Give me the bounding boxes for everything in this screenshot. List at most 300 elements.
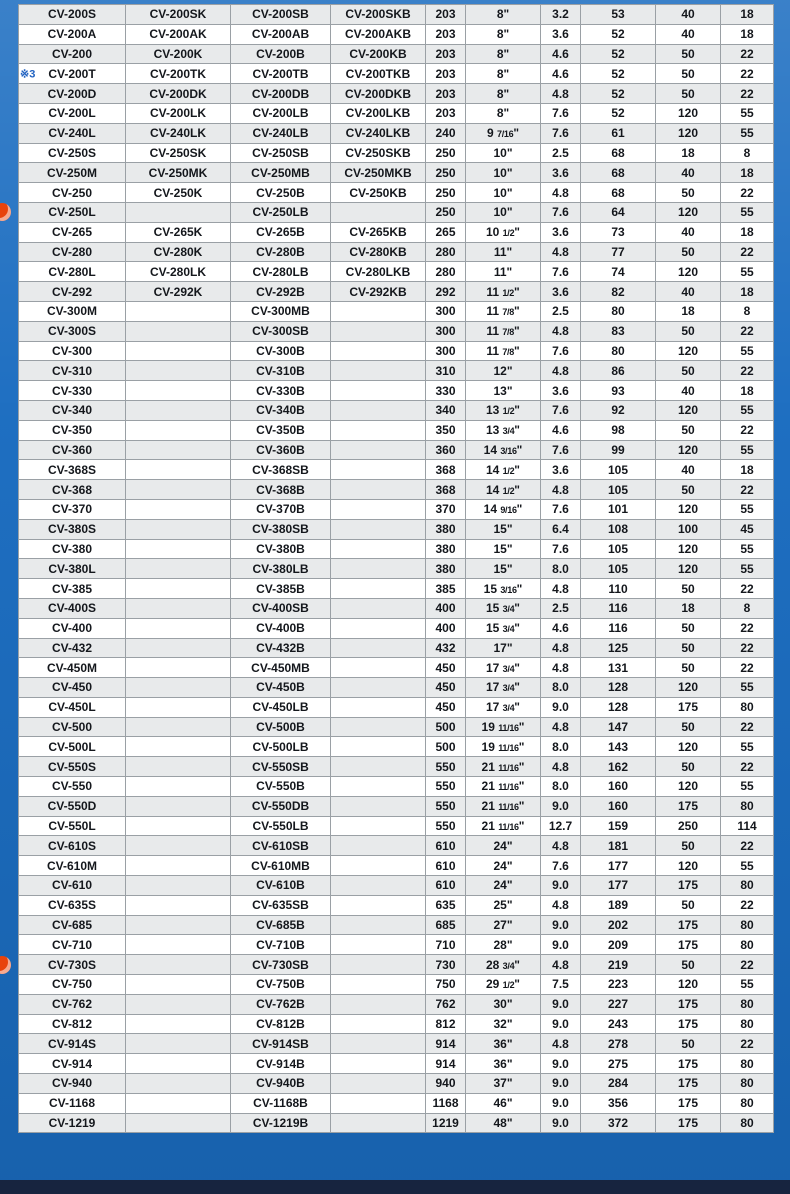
cell-thickness: 4.8 bbox=[541, 84, 581, 104]
cell-model-b: CV-280LB bbox=[231, 262, 331, 282]
cell-model: CV-380S bbox=[19, 519, 126, 539]
cell-model-k bbox=[126, 460, 231, 480]
cell-value-c: 22 bbox=[721, 44, 774, 64]
cell-value-a: 159 bbox=[581, 816, 656, 836]
cell-value-a: 74 bbox=[581, 262, 656, 282]
cell-model: CV-812 bbox=[19, 1014, 126, 1034]
cell-model-k bbox=[126, 876, 231, 896]
cell-model-k bbox=[126, 341, 231, 361]
cell-model: CV-400 bbox=[19, 618, 126, 638]
cell-size-mm: 340 bbox=[426, 400, 466, 420]
cell-value-b: 50 bbox=[656, 638, 721, 658]
table-row bbox=[19, 856, 774, 876]
cell-thickness: 9.0 bbox=[541, 1093, 581, 1113]
cell-value-a: 52 bbox=[581, 103, 656, 123]
cell-model-k bbox=[126, 697, 231, 717]
table-row bbox=[19, 282, 774, 302]
cell-thickness: 7.6 bbox=[541, 103, 581, 123]
cell-thickness: 4.8 bbox=[541, 955, 581, 975]
cell-value-a: 181 bbox=[581, 836, 656, 856]
table-row bbox=[19, 5, 774, 25]
cell-value-a: 86 bbox=[581, 361, 656, 381]
cell-thickness: 4.8 bbox=[541, 757, 581, 777]
cell-thickness: 3.6 bbox=[541, 282, 581, 302]
cell-thickness: 9.0 bbox=[541, 1014, 581, 1034]
cell-value-c: 18 bbox=[721, 460, 774, 480]
cell-size-mm: 203 bbox=[426, 24, 466, 44]
cell-size-mm: 812 bbox=[426, 1014, 466, 1034]
cell-size-mm: 685 bbox=[426, 915, 466, 935]
cell-model-k bbox=[126, 1054, 231, 1074]
cell-size-inch: 17" bbox=[466, 638, 541, 658]
cell-model-b: CV-368B bbox=[231, 480, 331, 500]
cell-value-a: 64 bbox=[581, 202, 656, 222]
cell-thickness: 4.8 bbox=[541, 638, 581, 658]
cell-model-b: CV-265B bbox=[231, 222, 331, 242]
cell-value-b: 50 bbox=[656, 361, 721, 381]
cell-model-b: CV-940B bbox=[231, 1074, 331, 1094]
cell-model-kb bbox=[331, 1014, 426, 1034]
cell-size-mm: 203 bbox=[426, 64, 466, 84]
cell-model-k bbox=[126, 321, 231, 341]
cell-value-b: 50 bbox=[656, 321, 721, 341]
cell-size-inch: 12" bbox=[466, 361, 541, 381]
cell-thickness: 7.6 bbox=[541, 341, 581, 361]
cell-value-b: 40 bbox=[656, 460, 721, 480]
cell-model: CV-500 bbox=[19, 717, 126, 737]
cell-value-a: 53 bbox=[581, 5, 656, 25]
cell-value-a: 219 bbox=[581, 955, 656, 975]
cell-value-b: 40 bbox=[656, 24, 721, 44]
cell-model-k bbox=[126, 1074, 231, 1094]
cell-value-b: 120 bbox=[656, 777, 721, 797]
attention-badge-icon bbox=[0, 956, 11, 974]
cell-thickness: 4.8 bbox=[541, 579, 581, 599]
cell-model-kb bbox=[331, 499, 426, 519]
cell-model-b: CV-280B bbox=[231, 242, 331, 262]
cell-model-k bbox=[126, 539, 231, 559]
cell-size-inch: 29 1/2" bbox=[466, 975, 541, 995]
cell-model-k bbox=[126, 1113, 231, 1133]
cell-size-inch: 8" bbox=[466, 64, 541, 84]
cell-model: CV-300S bbox=[19, 321, 126, 341]
inch-fraction: 11/16 bbox=[498, 822, 519, 833]
cell-value-c: 55 bbox=[721, 341, 774, 361]
cell-model-kb bbox=[331, 1074, 426, 1094]
cell-size-mm: 292 bbox=[426, 282, 466, 302]
cell-model-kb bbox=[331, 440, 426, 460]
table-row bbox=[19, 895, 774, 915]
cell-model: CV-368 bbox=[19, 480, 126, 500]
cell-value-b: 120 bbox=[656, 499, 721, 519]
cell-model-kb: CV-250MKB bbox=[331, 163, 426, 183]
cell-value-b: 120 bbox=[656, 123, 721, 143]
cell-thickness: 2.5 bbox=[541, 598, 581, 618]
cell-thickness: 3.2 bbox=[541, 5, 581, 25]
cell-model-b: CV-240LB bbox=[231, 123, 331, 143]
cell-value-a: 68 bbox=[581, 163, 656, 183]
cell-model-kb bbox=[331, 420, 426, 440]
cell-size-mm: 350 bbox=[426, 420, 466, 440]
cell-value-c: 55 bbox=[721, 539, 774, 559]
cell-thickness: 2.5 bbox=[541, 143, 581, 163]
cell-thickness: 4.6 bbox=[541, 64, 581, 84]
cell-model-k: CV-250MK bbox=[126, 163, 231, 183]
cell-model-kb bbox=[331, 717, 426, 737]
cell-model: CV-610 bbox=[19, 876, 126, 896]
cell-value-c: 22 bbox=[721, 895, 774, 915]
cell-size-mm: 250 bbox=[426, 183, 466, 203]
cell-model-k bbox=[126, 638, 231, 658]
cell-size-mm: 432 bbox=[426, 638, 466, 658]
cell-model: CV-550L bbox=[19, 816, 126, 836]
cell-model-kb bbox=[331, 737, 426, 757]
cell-value-c: 55 bbox=[721, 123, 774, 143]
cell-model: CV-200 bbox=[19, 44, 126, 64]
cell-model-b: CV-368SB bbox=[231, 460, 331, 480]
cell-value-c: 55 bbox=[721, 262, 774, 282]
inch-fraction: 11/16 bbox=[498, 782, 519, 793]
cell-size-inch: 46" bbox=[466, 1093, 541, 1113]
cell-model-kb bbox=[331, 994, 426, 1014]
cell-value-b: 50 bbox=[656, 183, 721, 203]
cell-value-a: 92 bbox=[581, 400, 656, 420]
cell-size-mm: 500 bbox=[426, 717, 466, 737]
cell-value-b: 18 bbox=[656, 143, 721, 163]
table-row bbox=[19, 598, 774, 618]
cell-model-kb: CV-280LKB bbox=[331, 262, 426, 282]
cell-size-inch: 10" bbox=[466, 143, 541, 163]
cell-value-b: 120 bbox=[656, 539, 721, 559]
inch-fraction: 3/4 bbox=[502, 960, 515, 971]
cell-value-c: 22 bbox=[721, 64, 774, 84]
cell-value-c: 80 bbox=[721, 935, 774, 955]
table-row bbox=[19, 222, 774, 242]
cell-model-b: CV-310B bbox=[231, 361, 331, 381]
cell-value-a: 98 bbox=[581, 420, 656, 440]
cell-model-kb bbox=[331, 777, 426, 797]
cell-model: CV-200T ※3 bbox=[19, 64, 126, 84]
cell-model-k bbox=[126, 975, 231, 995]
cell-value-a: 162 bbox=[581, 757, 656, 777]
cell-model-kb bbox=[331, 856, 426, 876]
cell-model: CV-550S bbox=[19, 757, 126, 777]
cell-size-inch: 13 1/2" bbox=[466, 400, 541, 420]
inch-fraction: 7/16 bbox=[496, 129, 514, 140]
cell-model-kb: CV-250KB bbox=[331, 183, 426, 203]
cell-value-b: 50 bbox=[656, 618, 721, 638]
table-row bbox=[19, 757, 774, 777]
cell-size-inch: 24" bbox=[466, 876, 541, 896]
cell-model: CV-265 bbox=[19, 222, 126, 242]
inch-fraction: 7/8 bbox=[502, 346, 514, 357]
cell-model-kb: CV-200KB bbox=[331, 44, 426, 64]
table-row bbox=[19, 143, 774, 163]
inch-fraction: 11/16 bbox=[498, 802, 519, 813]
cell-value-b: 175 bbox=[656, 935, 721, 955]
cell-value-a: 61 bbox=[581, 123, 656, 143]
cell-thickness: 3.6 bbox=[541, 381, 581, 401]
cell-value-c: 55 bbox=[721, 737, 774, 757]
cell-model: CV-762 bbox=[19, 994, 126, 1014]
cell-value-c: 22 bbox=[721, 638, 774, 658]
inch-fraction: 11/16 bbox=[498, 723, 519, 734]
cell-value-b: 175 bbox=[656, 876, 721, 896]
table-row bbox=[19, 242, 774, 262]
cell-value-a: 189 bbox=[581, 895, 656, 915]
cell-value-b: 120 bbox=[656, 440, 721, 460]
cell-model-kb bbox=[331, 202, 426, 222]
cell-size-inch: 13" bbox=[466, 381, 541, 401]
cell-size-mm: 380 bbox=[426, 559, 466, 579]
cell-size-inch: 8" bbox=[466, 24, 541, 44]
cell-size-mm: 1219 bbox=[426, 1113, 466, 1133]
table-row bbox=[19, 559, 774, 579]
cell-model-b: CV-450B bbox=[231, 678, 331, 698]
cell-model-b: CV-1219B bbox=[231, 1113, 331, 1133]
cell-model: CV-550 bbox=[19, 777, 126, 797]
cell-model-b: CV-550B bbox=[231, 777, 331, 797]
table-row bbox=[19, 24, 774, 44]
cell-model-b: CV-300SB bbox=[231, 321, 331, 341]
table-row bbox=[19, 836, 774, 856]
table-row bbox=[19, 361, 774, 381]
cell-model-kb: CV-200DKB bbox=[331, 84, 426, 104]
cell-size-inch: 21 11/16" bbox=[466, 816, 541, 836]
cell-value-a: 77 bbox=[581, 242, 656, 262]
cell-model-b: CV-914SB bbox=[231, 1034, 331, 1054]
cell-model: CV-310 bbox=[19, 361, 126, 381]
cell-size-mm: 368 bbox=[426, 460, 466, 480]
cell-size-mm: 750 bbox=[426, 975, 466, 995]
cell-value-c: 80 bbox=[721, 1054, 774, 1074]
cell-thickness: 4.8 bbox=[541, 183, 581, 203]
cell-size-inch: 11 7/8" bbox=[466, 341, 541, 361]
cell-size-mm: 368 bbox=[426, 480, 466, 500]
cell-value-c: 22 bbox=[721, 955, 774, 975]
cell-model-kb bbox=[331, 598, 426, 618]
cell-value-a: 101 bbox=[581, 499, 656, 519]
cell-model-k bbox=[126, 777, 231, 797]
table-row bbox=[19, 1034, 774, 1054]
cell-thickness: 4.8 bbox=[541, 836, 581, 856]
cell-value-b: 120 bbox=[656, 341, 721, 361]
cell-value-a: 99 bbox=[581, 440, 656, 460]
inch-fraction: 1/2 bbox=[502, 406, 515, 417]
attention-badge-icon bbox=[0, 203, 11, 221]
cell-value-a: 82 bbox=[581, 282, 656, 302]
cell-model: CV-685 bbox=[19, 915, 126, 935]
cell-size-inch: 27" bbox=[466, 915, 541, 935]
cell-value-c: 55 bbox=[721, 678, 774, 698]
cell-model-b: CV-550LB bbox=[231, 816, 331, 836]
cell-value-c: 55 bbox=[721, 499, 774, 519]
table-row bbox=[19, 975, 774, 995]
cell-thickness: 9.0 bbox=[541, 915, 581, 935]
cell-size-mm: 610 bbox=[426, 856, 466, 876]
cell-model: CV-914 bbox=[19, 1054, 126, 1074]
cell-value-c: 22 bbox=[721, 757, 774, 777]
cell-size-inch: 24" bbox=[466, 836, 541, 856]
cell-value-a: 275 bbox=[581, 1054, 656, 1074]
inch-fraction: 3/16 bbox=[500, 584, 517, 595]
inch-fraction: 3/16 bbox=[500, 445, 517, 456]
cell-model-k bbox=[126, 856, 231, 876]
table-row bbox=[19, 935, 774, 955]
cell-thickness: 9.0 bbox=[541, 935, 581, 955]
cell-model: CV-450M bbox=[19, 658, 126, 678]
cell-thickness: 8.0 bbox=[541, 678, 581, 698]
cell-value-c: 22 bbox=[721, 183, 774, 203]
cell-model-kb bbox=[331, 341, 426, 361]
table-row bbox=[19, 717, 774, 737]
cell-value-a: 105 bbox=[581, 559, 656, 579]
cell-model-kb bbox=[331, 915, 426, 935]
cell-value-a: 105 bbox=[581, 539, 656, 559]
cell-model-b: CV-610B bbox=[231, 876, 331, 896]
cell-model-k bbox=[126, 836, 231, 856]
cell-model-k bbox=[126, 202, 231, 222]
cell-value-c: 22 bbox=[721, 242, 774, 262]
spec-table-container bbox=[18, 4, 773, 1133]
cell-value-c: 18 bbox=[721, 282, 774, 302]
cell-model: CV-400S bbox=[19, 598, 126, 618]
cell-size-mm: 550 bbox=[426, 796, 466, 816]
cell-model: CV-1168 bbox=[19, 1093, 126, 1113]
table-row bbox=[19, 460, 774, 480]
cell-thickness: 9.0 bbox=[541, 1054, 581, 1074]
cell-thickness: 7.6 bbox=[541, 856, 581, 876]
cell-model-k bbox=[126, 895, 231, 915]
cell-model-k bbox=[126, 579, 231, 599]
cell-value-b: 175 bbox=[656, 1093, 721, 1113]
cell-model-kb bbox=[331, 618, 426, 638]
inch-fraction: 7/8 bbox=[502, 307, 514, 318]
cell-value-a: 202 bbox=[581, 915, 656, 935]
cell-size-mm: 203 bbox=[426, 5, 466, 25]
cell-model-b: CV-250SB bbox=[231, 143, 331, 163]
table-row bbox=[19, 1014, 774, 1034]
table-row bbox=[19, 341, 774, 361]
cell-model-b: CV-685B bbox=[231, 915, 331, 935]
cell-model-k bbox=[126, 737, 231, 757]
cell-value-c: 8 bbox=[721, 598, 774, 618]
cell-value-a: 160 bbox=[581, 777, 656, 797]
cell-value-a: 177 bbox=[581, 856, 656, 876]
spec-table bbox=[18, 4, 774, 1133]
cell-size-mm: 310 bbox=[426, 361, 466, 381]
cell-value-a: 116 bbox=[581, 618, 656, 638]
cell-model: CV-200A bbox=[19, 24, 126, 44]
cell-size-mm: 280 bbox=[426, 262, 466, 282]
cell-thickness: 4.8 bbox=[541, 321, 581, 341]
cell-size-mm: 385 bbox=[426, 579, 466, 599]
cell-model-k: CV-200AK bbox=[126, 24, 231, 44]
cell-size-mm: 360 bbox=[426, 440, 466, 460]
cell-thickness: 4.6 bbox=[541, 618, 581, 638]
table-row bbox=[19, 1093, 774, 1113]
cell-model-b: CV-250LB bbox=[231, 202, 331, 222]
cell-model: CV-1219 bbox=[19, 1113, 126, 1133]
cell-value-b: 50 bbox=[656, 242, 721, 262]
cell-model-b: CV-200AB bbox=[231, 24, 331, 44]
cell-value-a: 227 bbox=[581, 994, 656, 1014]
cell-value-a: 80 bbox=[581, 341, 656, 361]
cell-value-a: 143 bbox=[581, 737, 656, 757]
cell-size-inch: 36" bbox=[466, 1054, 541, 1074]
cell-size-mm: 550 bbox=[426, 777, 466, 797]
cell-model-kb bbox=[331, 678, 426, 698]
cell-value-c: 55 bbox=[721, 400, 774, 420]
cell-model-kb bbox=[331, 638, 426, 658]
cell-value-b: 120 bbox=[656, 975, 721, 995]
cell-model-b: CV-812B bbox=[231, 1014, 331, 1034]
cell-size-inch: 15 3/4" bbox=[466, 618, 541, 638]
cell-model-kb bbox=[331, 579, 426, 599]
cell-value-a: 177 bbox=[581, 876, 656, 896]
cell-model-kb: CV-200TKB bbox=[331, 64, 426, 84]
cell-thickness: 9.0 bbox=[541, 697, 581, 717]
cell-value-a: 356 bbox=[581, 1093, 656, 1113]
cell-value-b: 120 bbox=[656, 559, 721, 579]
cell-model-k bbox=[126, 440, 231, 460]
cell-model-k bbox=[126, 796, 231, 816]
cell-thickness: 7.6 bbox=[541, 262, 581, 282]
cell-value-b: 175 bbox=[656, 1113, 721, 1133]
cell-value-c: 8 bbox=[721, 143, 774, 163]
cell-model-b: CV-432B bbox=[231, 638, 331, 658]
cell-size-inch: 8" bbox=[466, 44, 541, 64]
cell-model-kb: CV-265KB bbox=[331, 222, 426, 242]
cell-model-kb bbox=[331, 1093, 426, 1113]
cell-value-b: 50 bbox=[656, 717, 721, 737]
cell-size-mm: 370 bbox=[426, 499, 466, 519]
cell-model-kb: CV-240LKB bbox=[331, 123, 426, 143]
cell-thickness: 4.8 bbox=[541, 480, 581, 500]
cell-model-k bbox=[126, 1014, 231, 1034]
cell-value-a: 284 bbox=[581, 1074, 656, 1094]
table-row bbox=[19, 796, 774, 816]
table-row bbox=[19, 579, 774, 599]
table-row bbox=[19, 64, 774, 84]
cell-model-kb bbox=[331, 361, 426, 381]
cell-value-b: 50 bbox=[656, 1034, 721, 1054]
cell-size-mm: 400 bbox=[426, 598, 466, 618]
table-row bbox=[19, 519, 774, 539]
cell-value-b: 50 bbox=[656, 420, 721, 440]
cell-model-b: CV-200TB bbox=[231, 64, 331, 84]
cell-size-mm: 250 bbox=[426, 143, 466, 163]
cell-model-kb bbox=[331, 539, 426, 559]
cell-model-k bbox=[126, 420, 231, 440]
cell-model-kb: CV-200LKB bbox=[331, 103, 426, 123]
note-marker: ※3 bbox=[20, 68, 36, 81]
cell-value-a: 128 bbox=[581, 678, 656, 698]
cell-size-inch: 9 7/16" bbox=[466, 123, 541, 143]
table-row bbox=[19, 381, 774, 401]
inch-fraction: 1/2 bbox=[502, 465, 515, 476]
cell-model: CV-280L bbox=[19, 262, 126, 282]
cell-model-kb bbox=[331, 836, 426, 856]
cell-value-a: 68 bbox=[581, 183, 656, 203]
cell-model-k: CV-250SK bbox=[126, 143, 231, 163]
cell-thickness: 9.0 bbox=[541, 796, 581, 816]
cell-value-b: 120 bbox=[656, 678, 721, 698]
table-row bbox=[19, 539, 774, 559]
cell-model-b: CV-400B bbox=[231, 618, 331, 638]
cell-model-k: CV-280LK bbox=[126, 262, 231, 282]
cell-model: CV-200D bbox=[19, 84, 126, 104]
